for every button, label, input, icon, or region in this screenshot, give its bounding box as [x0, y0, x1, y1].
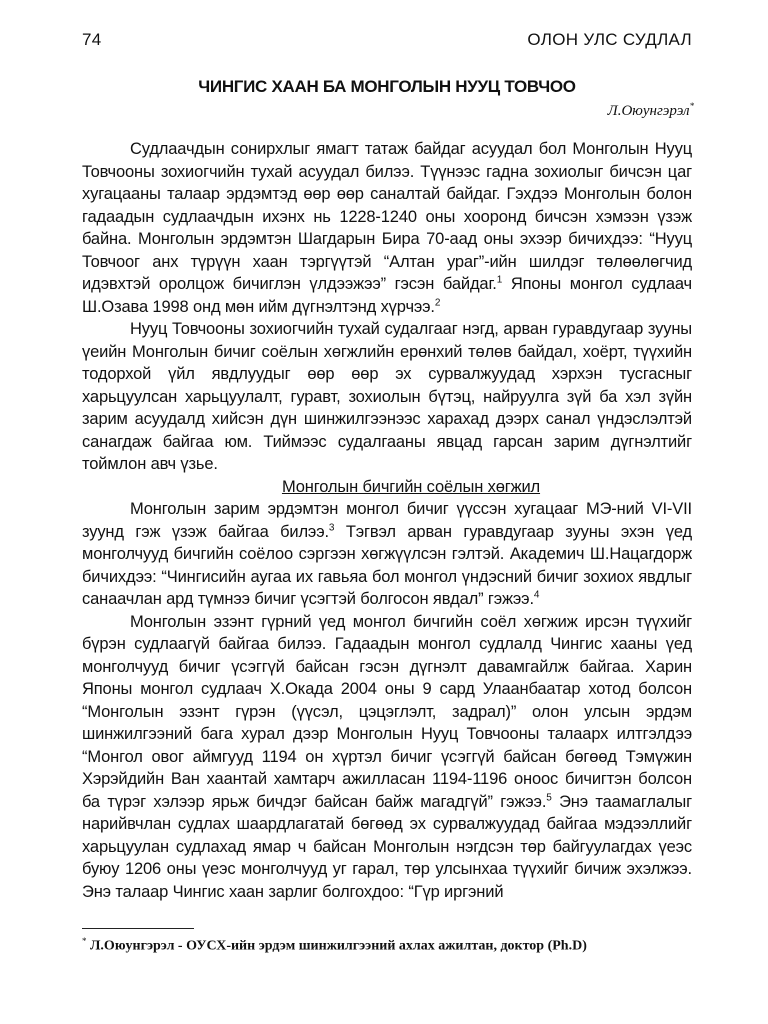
paragraph-2: Нууц Товчооны зохиогчийн тухай судалгааг нэгд, арван гуравдугаар зууны үеийн Монголын бичиг соёлын хөгжлийн ерөнхий төлөв байдал, хоёрт, түүхийн тодорхой үйл явдлуудыг өөр өөр эх сурвалжуудад хэрхэн тусгасныг харьцуулсан харьцуулалт, гуравт, зохиолын бүтэц, найруулга зүй ба хэл зүйн зарим асуудалд хийсэн дүн шинжилгээнээс харахад дээрх санал үндэслэлтэй санагдаж байгаа юм. Тиймээс судалгааны явцад гарсан зарим дүгнэлтийг тоймлон авч үзье.	[82, 320, 692, 473]
paragraph-1	[82, 138, 692, 318]
footnote-author-name: Л.Оюунгэрэл -	[86, 938, 187, 954]
article-body	[82, 138, 692, 903]
footnote-ref-1: 1	[496, 274, 503, 286]
footnote-ref-3: 3	[328, 522, 335, 533]
footnote-divider	[82, 928, 194, 929]
paragraph-3	[82, 498, 692, 611]
paragraph-3-text-continued: Тэгвэл арван гуравдугаар зууны эхэн үед монголчууд бичгийн соёлоо сэргээн хөгжүүлсэн гэлтэй. Академич Ш.Нацагдорж бичихдээ: “Чингисийн аугаа их гавьяа бол монгол үндэсний бичиг зохиох явдлыг санаачлан ард түмнээ бичиг үсэгтэй болгосон явдал” гэжээ.	[82, 522, 692, 608]
paragraph-1-text-continued: Японы монгол судлаач Ш.Озава 1998 онд мөн ийм дүгнэлтэнд хүрчээ.	[82, 275, 692, 316]
paragraph-3-text: Монголын зарим эрдэмтэн монгол бичиг үүссэн хугацааг МЭ-ний VI-VII зуунд гэж үзэж байгаа билээ.	[82, 500, 692, 541]
footnote-text: ОУСХ-ийн эрдэм шинжилгээний ахлах ажилтан, доктор (Ph.D)	[186, 938, 587, 954]
footnote-ref-2: 2	[434, 297, 441, 308]
footnote-ref-5: 5	[546, 792, 552, 803]
author-name: Л.Оюунгэрэл	[607, 103, 690, 119]
paragraph-4-text-continued: Энэ таамаглалыг нарийвчлан судлах шаардлагатай бөгөөд эх сурвалжуудад байгаа мэдээллийг харьцуулан судлахад ямар ч байсан Монголын нэгдсэн төр байгуулагдах үеэс буюу 1206 оны үеэс монголчууд уг гарал, төр улсынхаа түүхийг бичиж эхэлжээ. Энэ талаар Чингис хаан зарлиг болгохдоо: “Гүр иргэний	[82, 792, 692, 901]
page-number: 74	[82, 30, 102, 49]
section-heading: Монголын бичгийн соёлын хөгжил	[281, 477, 541, 496]
footnote-mark: *	[82, 936, 87, 946]
author-byline	[608, 101, 694, 120]
author-footnote-mark: *	[689, 101, 694, 111]
article-title: ЧИНГИС ХААН БА МОНГОЛЫН НУУЦ ТОВЧОО	[198, 77, 576, 96]
paragraph-4-text: Монголын эзэнт гүрний үед монгол бичгийн соёл хөгжиж ирсэн түүхийг бүрэн судлаагүй байгаа билээ. Гадаадын монгол судлалд Чингис хааны үед монголчууд бичиг үсэггүй байсан гэсэн дүгнэлт давамгайлж байгаа. Харин Японы монгол судлаач Х.Окада 2004 оны 9 сард Улаанбаатар хотод болсон “Монголын эзэнт гүрэн (үүсэл, цэцэглэлт, задрал)” олон улсын эрдэм шинжилгээний бага хурал дээр Монголын Нууц Товчооны талаарх илтгэлдээ “Монгол овог аймгууд 1194 он хүртэл бичиг үсэггүй байсан бөгөөд Тэмүжин Хэрэйдийн Ван хаантай хамтарч ажилласан 1194-1196 оноос бичигтэн болсон ба түрэг хэлээр ярьж бичдэг байсан байж магадгүй” гэжээ.	[82, 612, 692, 811]
paragraph-4	[82, 611, 692, 904]
journal-title: ОЛОН УЛС СУДЛАЛ	[527, 30, 692, 49]
running-header	[82, 30, 692, 54]
footnote-ref-4: 4	[533, 589, 540, 601]
author-footnote	[82, 932, 697, 956]
paragraph-1-text: Судлаачдын сонирхлыг ямагт татаж байдаг асуудал бол Монголын Нууц Товчооны зохиогчийн тухай асуудал билээ. Түүнээс гадна зохиолыг бичсэн цаг хугацааны талаар эрдэмтэд өөр өөр саналтай байдаг. Гэхдээ Монголын болон гадаадын судлаачдын ихэнх нь 1228-1240 оны хооронд бичсэн хэмээн үзэж байна. Монголын эрдэмтэн Шагдарын Бира 70-аад оны эхээр бичихдээ: “Нууц Товчоог анх түрүүн хаан тэргүүтэй “Алтан ураг”-ийн шилдэг төлөөлөгчид идэвхтэй оролцож бичиглэн үлдээжээ” гэсэн байдаг.	[82, 140, 692, 293]
